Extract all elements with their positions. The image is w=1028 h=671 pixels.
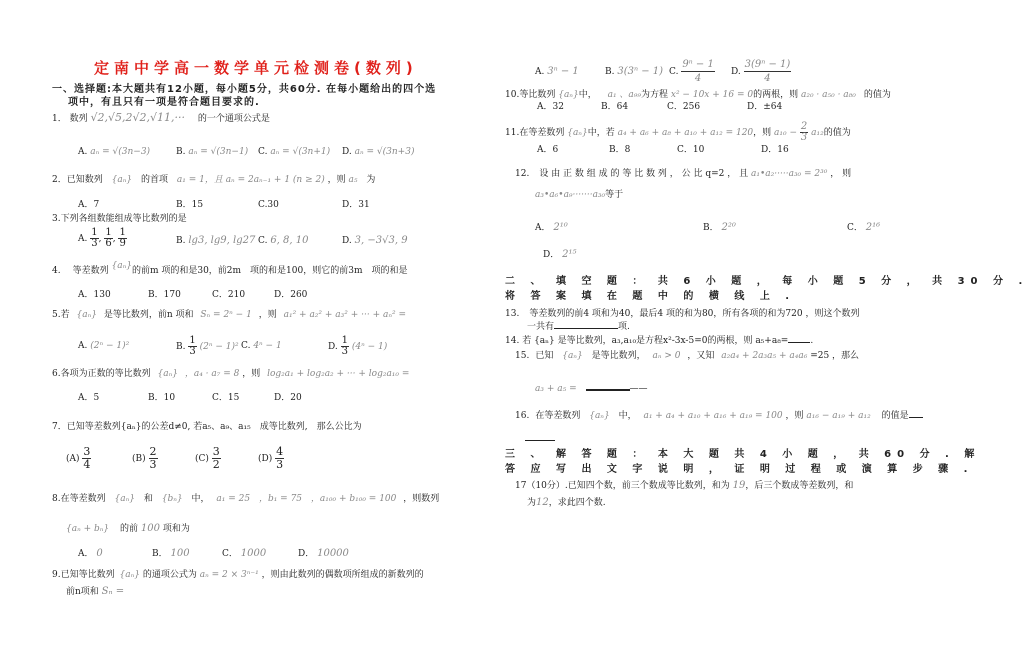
q10-option-d: D．±64 [747, 102, 783, 112]
section3-heading-line2: 答 应 写 出 文 字 说 明 ， 证 明 过 程 或 演 算 步 骤 . [505, 464, 974, 475]
question-16-stem: 16. 在等差数列 {aₙ} 中， a₁ + a₄ + a₁₀ + a₁₆ + a₁₉ = 100 ，则 a₁₆ − a₁₉ + a₁₂ 的值是 [515, 410, 923, 422]
question-5-stem: 5.若 {aₙ} 是等比数列，前n 项和 Sₙ = 2ⁿ − 1 ，则 a₁² + a₂² + a₃² + ··· + aₙ² = [52, 310, 406, 320]
q2-option-a: A．7 [78, 200, 100, 210]
q5-option-a: A. (2ⁿ − 1)² [78, 341, 130, 351]
section2-heading-line2: 将 答 案 填 在 题 中 的 横 线 上 . [505, 291, 796, 302]
question-number: 1． [52, 114, 67, 124]
q4-option-c: C．210 [212, 290, 246, 300]
answer-blank[interactable] [909, 417, 923, 418]
section1-heading-line2: 项中，有且只有一项是符合题目要求的. [68, 97, 260, 108]
q5-option-c: C. 4ⁿ − 1 [241, 341, 282, 351]
question-2-stem: 2．已知数列 {aₙ} 的首项 a₁ = 1，且 aₙ = 2aₙ₋₁ + 1 (n ≥ 2) ，则 a₅ 为 [52, 175, 376, 185]
question-13-line1: 13. 等差数列的前4 项和为40，最后4 项的和为80，所有各项的和为720 ，则这个数列 [505, 309, 860, 319]
q8-option-c: C． 1000 [222, 548, 267, 559]
q2-option-d: D．31 [342, 200, 370, 210]
q7-option-b: (B) $\frac{2}{3}$ [132, 445, 157, 471]
q2-option-c: C.30 [258, 200, 279, 210]
q8-option-a: A． 0 [78, 548, 103, 559]
question-9-stem-line2: 前n项和 Sₙ = [66, 586, 125, 597]
question-3-stem: 3.下列各组数能组成等比数列的是 [52, 214, 187, 224]
q7-option-a: (A) $\frac{3}{4}$ [66, 445, 91, 471]
q11-option-b: B．8 [609, 145, 631, 155]
q8-option-d: D． 10000 [298, 548, 349, 559]
question-9-stem: 9.已知等比数列 {aₙ} 的通项公式为 aₙ = 2 × 3ⁿ⁻¹ ，则由此数列的偶数项所组成的新数列的 [52, 570, 424, 580]
answer-blank[interactable] [525, 440, 555, 441]
q8-option-b: B． 100 [152, 548, 190, 559]
section1-heading-line1: 一、选择题:本大题共有12小题，每小题5分，共60分. 在每小题给出的四个选 [52, 84, 437, 95]
q9-option-a: A. 3ⁿ − 1 [535, 66, 579, 77]
q11-option-a: A．6 [537, 145, 559, 155]
question-14-stem: 14. 若 {aₙ} 是等比数列，a₃,a₁₀是方程x²-3x-5=0的两根，则 a₅+a₈= . [505, 336, 814, 346]
q10-option-b: B．64 [601, 102, 629, 112]
question-15-line2: a₃ + a₅ = —— [535, 384, 648, 394]
page-title: 定南中学高一数学单元检测卷(数列) [94, 59, 418, 77]
q3-option-a: A. $\frac{1}{3}$ , $\frac{1}{6}$ , $\frac{1}{9}$ [78, 227, 126, 249]
question-15-stem: 15. 已知 {aₙ} 是等比数列， aₙ > 0 ，又知 a₂a₄ + 2a₃a₅ + a₄a₆ =25 ，那么 [515, 351, 860, 361]
q1-option-c: C. aₙ = √(3n+1) [258, 147, 331, 157]
question-8-stem: 8.在等差数列 {aₙ} 和 {bₙ} 中， a₁ = 25 ，b₁ = 75 ，a₁₀₀ + b₁₀₀ = 100 ，则数列 [52, 494, 440, 504]
q11-option-d: D．16 [761, 145, 789, 155]
q6-option-d: D．20 [274, 393, 302, 403]
question-17-line2: 为12，求此四个数. [527, 497, 606, 508]
q5-option-d: D. $\frac{1}{3}$ (4ⁿ − 1) [328, 335, 388, 357]
question-12-stem: 12. 设 由 正 数 组 成 的 等 比 数 列 ， 公 比 q=2 ， 且 a₁•a₂·····a₃₀ = 2³⁰ ， 则 [515, 169, 852, 179]
question-11-stem: 11.在等差数列 {aₙ}中，若 a₄ + a₆ + a₈ + a₁₀ + a₁₂ = 120，则 a₁₀ − $\frac{2}{3}$ a₁₂的值为 [505, 121, 851, 143]
answer-blank[interactable] [554, 328, 618, 329]
question-7-stem: 7．已知等差数列{aₙ}的公差d≠0, 若a₅、a₉、a₁₅ 成等比数列, 那么公比为 [52, 422, 362, 432]
q6-option-c: C．15 [212, 393, 240, 403]
q1-option-a: A. aₙ = √(3n−3) [78, 147, 151, 157]
q12-option-b: B． 2²⁰ [703, 222, 736, 233]
q6-option-a: A．5 [78, 393, 100, 403]
answer-blank[interactable] [586, 389, 630, 391]
sequence-formula: √2,√5,2√2,√11,··· [90, 111, 186, 124]
q10-option-a: A．32 [537, 102, 564, 112]
q6-option-b: B．10 [148, 393, 176, 403]
q9-option-c: C. $\frac{\text{9ⁿ − 1}}{4}$ [669, 59, 714, 84]
answer-blank[interactable] [788, 342, 810, 343]
section3-heading-line1: 三 、 解 答 题 ： 本 大 题 共 4 小 题 ， 共 60 分 . 解 [505, 449, 981, 460]
question-1-stem: 1． 数列 √2,√5,2√2,√11,··· 的一个通项公式是 [52, 111, 270, 124]
question-17-line1: 17（10分）.已知四个数，前三个数成等比数列，和为 19，后三个数成等差数列，和 [515, 480, 854, 491]
q4-option-a: A．130 [78, 290, 111, 300]
q12-option-d: D． 2¹⁵ [543, 249, 577, 260]
q12-option-a: A． 2¹⁰ [535, 222, 568, 233]
question-13-line2: 一共有 项. [527, 322, 630, 332]
q1-option-d: D. aₙ = √(3n+3) [342, 147, 415, 157]
question-10-stem: 10.等比数列 {aₙ}中， a₁ 、a₉₉为方程 x² − 10x + 16 = 0的两根，则 a₂₀ · a₅₀ · a₈₀ 的值为 [505, 90, 891, 100]
q3-option-b: B. lg3, lg9, lg27 [176, 235, 256, 246]
q4-option-b: B．170 [148, 290, 181, 300]
q9-option-b: B. 3(3ⁿ − 1) [605, 66, 664, 77]
q2-option-b: B．15 [176, 200, 204, 210]
q9-option-d: D. $\frac{\text{3(9ⁿ − 1)}}{4}$ [731, 59, 791, 84]
q7-option-d: (D) $\frac{4}{3}$ [258, 445, 284, 471]
q3-option-d: D. 3, −3√3, 9 [342, 235, 408, 246]
question-8-stem-line2: {aₙ + bₙ} 的前 100 项和为 [66, 523, 190, 534]
q11-option-c: C．10 [677, 145, 705, 155]
q12-option-c: C． 2¹⁶ [847, 222, 881, 233]
q1-option-b: B. aₙ = √(3n−1) [176, 147, 249, 157]
question-16-line2 [525, 433, 555, 445]
question-6-stem: 6.各项为正数的等比数列 {aₙ} ，a₄ · a₇ = 8 ，则 log₂a₁ + log₂a₂ + ··· + log₂a₁₀ = [52, 369, 410, 379]
section2-heading-line1: 二 、 填 空 题 ： 共 6 小 题 ， 每 小 题 5 分 ， 共 30 分 . [505, 276, 1028, 287]
question-12-stem-line2: a₃•a₆•a₉·······a₃₀等于 [535, 190, 624, 200]
q10-option-c: C．256 [667, 102, 701, 112]
q4-option-d: D．260 [274, 290, 308, 300]
q7-option-c: (C) $\frac{3}{2}$ [195, 445, 220, 471]
question-4-stem: 4. 等差数列 {aₙ}的前m 项的和是30，前2m 项的和是100，则它的前3m 项的和是 [52, 261, 408, 276]
q3-option-c: C. 6, 8, 10 [258, 235, 309, 246]
q5-option-b: B. $\frac{1}{3}$ (2ⁿ − 1)² [176, 335, 239, 357]
